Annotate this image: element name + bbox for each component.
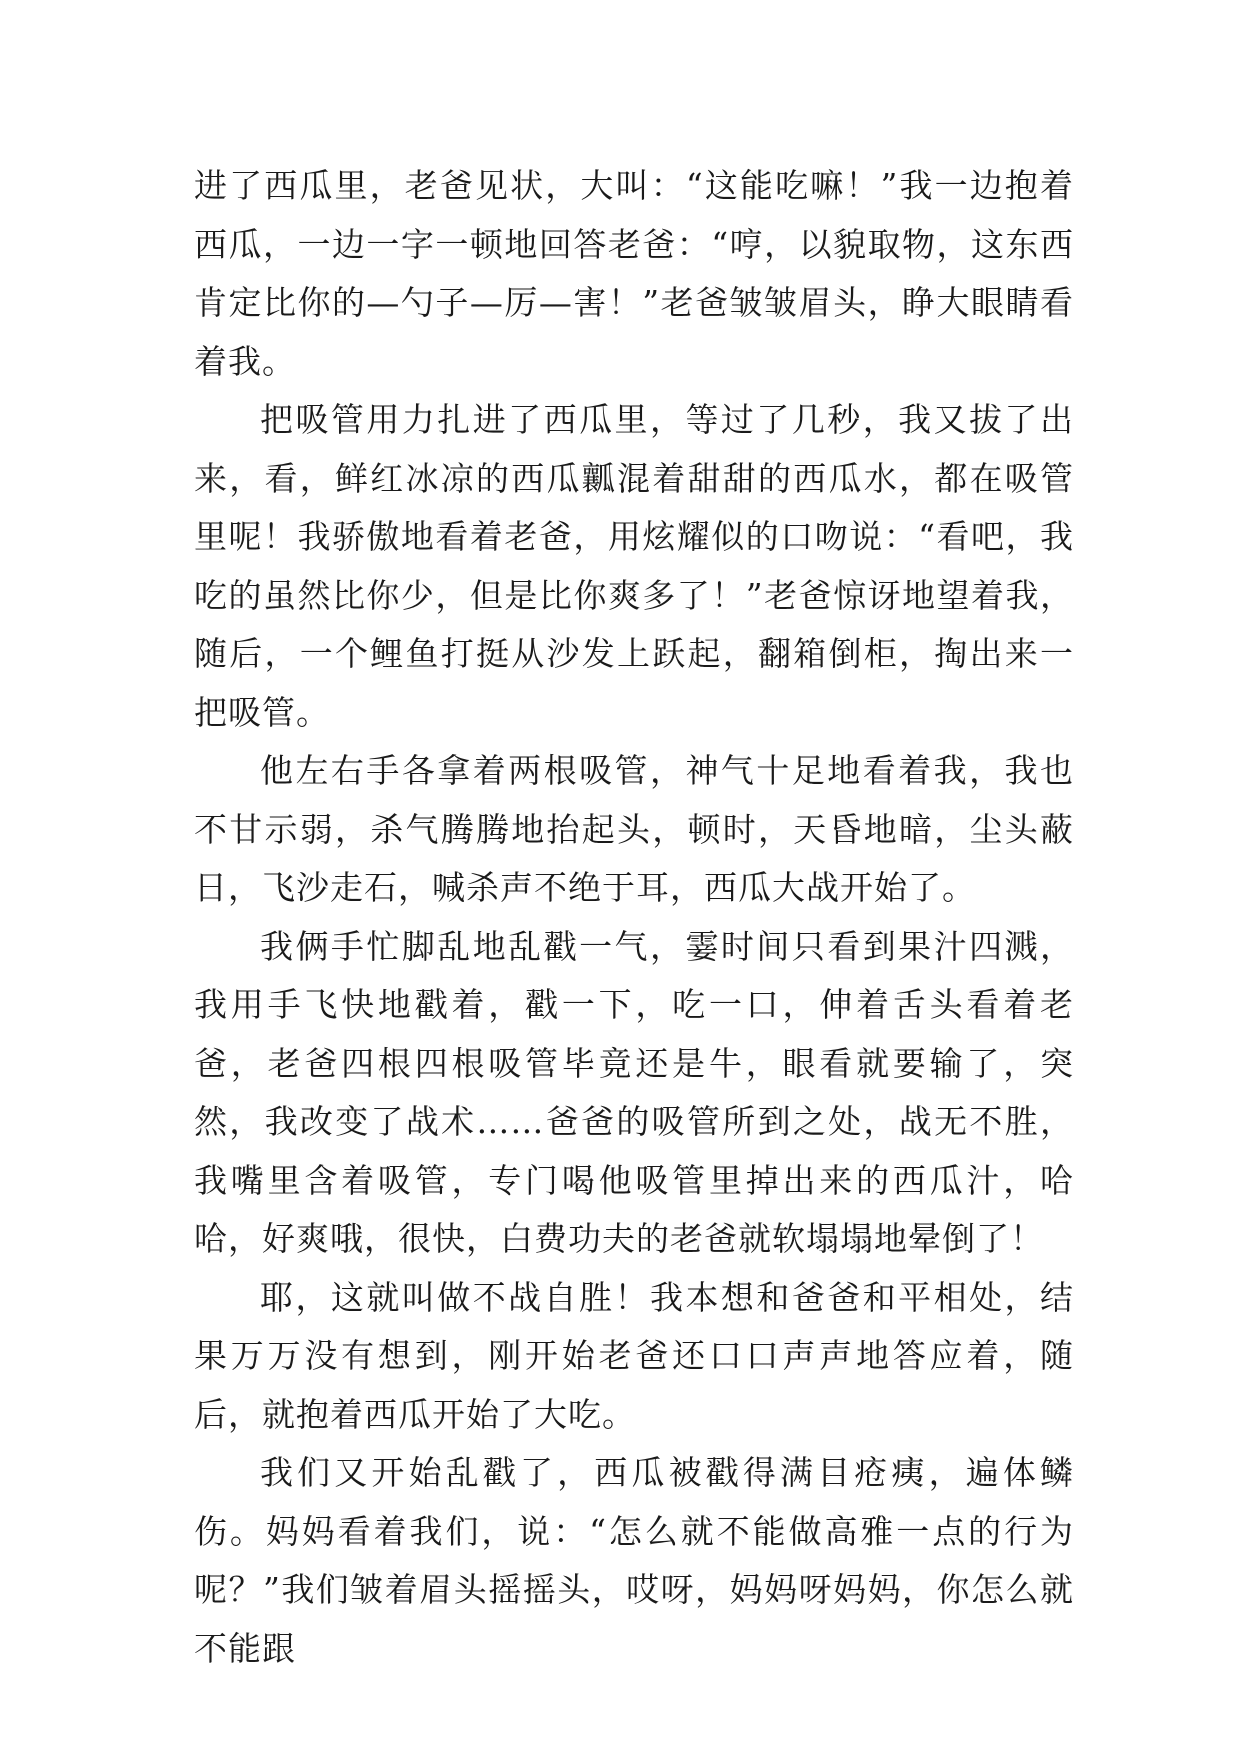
paragraph-1: 进了西瓜里，老爸见状，大叫：“这能吃嘛！”我一边抱着西瓜，一边一字一顿地回答老爸：“哼，以貌取物，这东西肯定比你的—勺子—厉—害！”老爸皱皱眉头，睁大眼睛看着我。 (194, 166, 1074, 381)
paragraph-6: 我们又开始乱戳了，西瓜被戳得满目疮痍，遍体鳞伤。妈妈看着我们，说：“怎么就不能做高雅一点的行为呢？”我们皱着眉头摇摇头，哎呀，妈妈呀妈妈，你怎么就不能跟 (194, 1453, 1074, 1668)
paragraph-2: 把吸管用力扎进了西瓜里，等过了几秒，我又拔了出来，看，鲜红冰凉的西瓜瓤混着甜甜的西瓜水，都在吸管里呢！我骄傲地看着老爸，用炫耀似的口吻说：“看吧，我吃的虽然比你少，但是比你爽多了！”老爸惊讶地望着我，随后，一个鲤鱼打挺从沙发上跃起，翻箱倒柜，掏出来一把吸管。 (194, 400, 1074, 732)
paragraph-5: 耶，这就叫做不战自胜！我本想和爸爸和平相处，结果万万没有想到，刚开始老爸还口口声声地答应着，随后，就抱着西瓜开始了大吃。 (194, 1277, 1074, 1434)
paragraph-3: 他左右手各拿着两根吸管，神气十足地看着我，我也不甘示弱，杀气腾腾地抬起头，顿时，天昏地暗，尘头蔽日，飞沙走石，喊杀声不绝于耳，西瓜大战开始了。 (194, 751, 1074, 907)
paragraph-4: 我俩手忙脚乱地乱戳一气，霎时间只看到果汁四溅，我用手飞快地戳着，戳一下，吃一口，伸着舌头看着老爸，老爸四根四根吸管毕竟还是牛，眼看就要输了，突然，我改变了战术……爸爸的吸管所到之处，战无不胜，我嘴里含着吸管，专门喝他吸管里掉出来的西瓜汁，哈哈，好爽哦，很快，白费功夫的老爸就软塌塌地晕倒了！ (194, 926, 1074, 1258)
body-text (194, 157, 1074, 1678)
